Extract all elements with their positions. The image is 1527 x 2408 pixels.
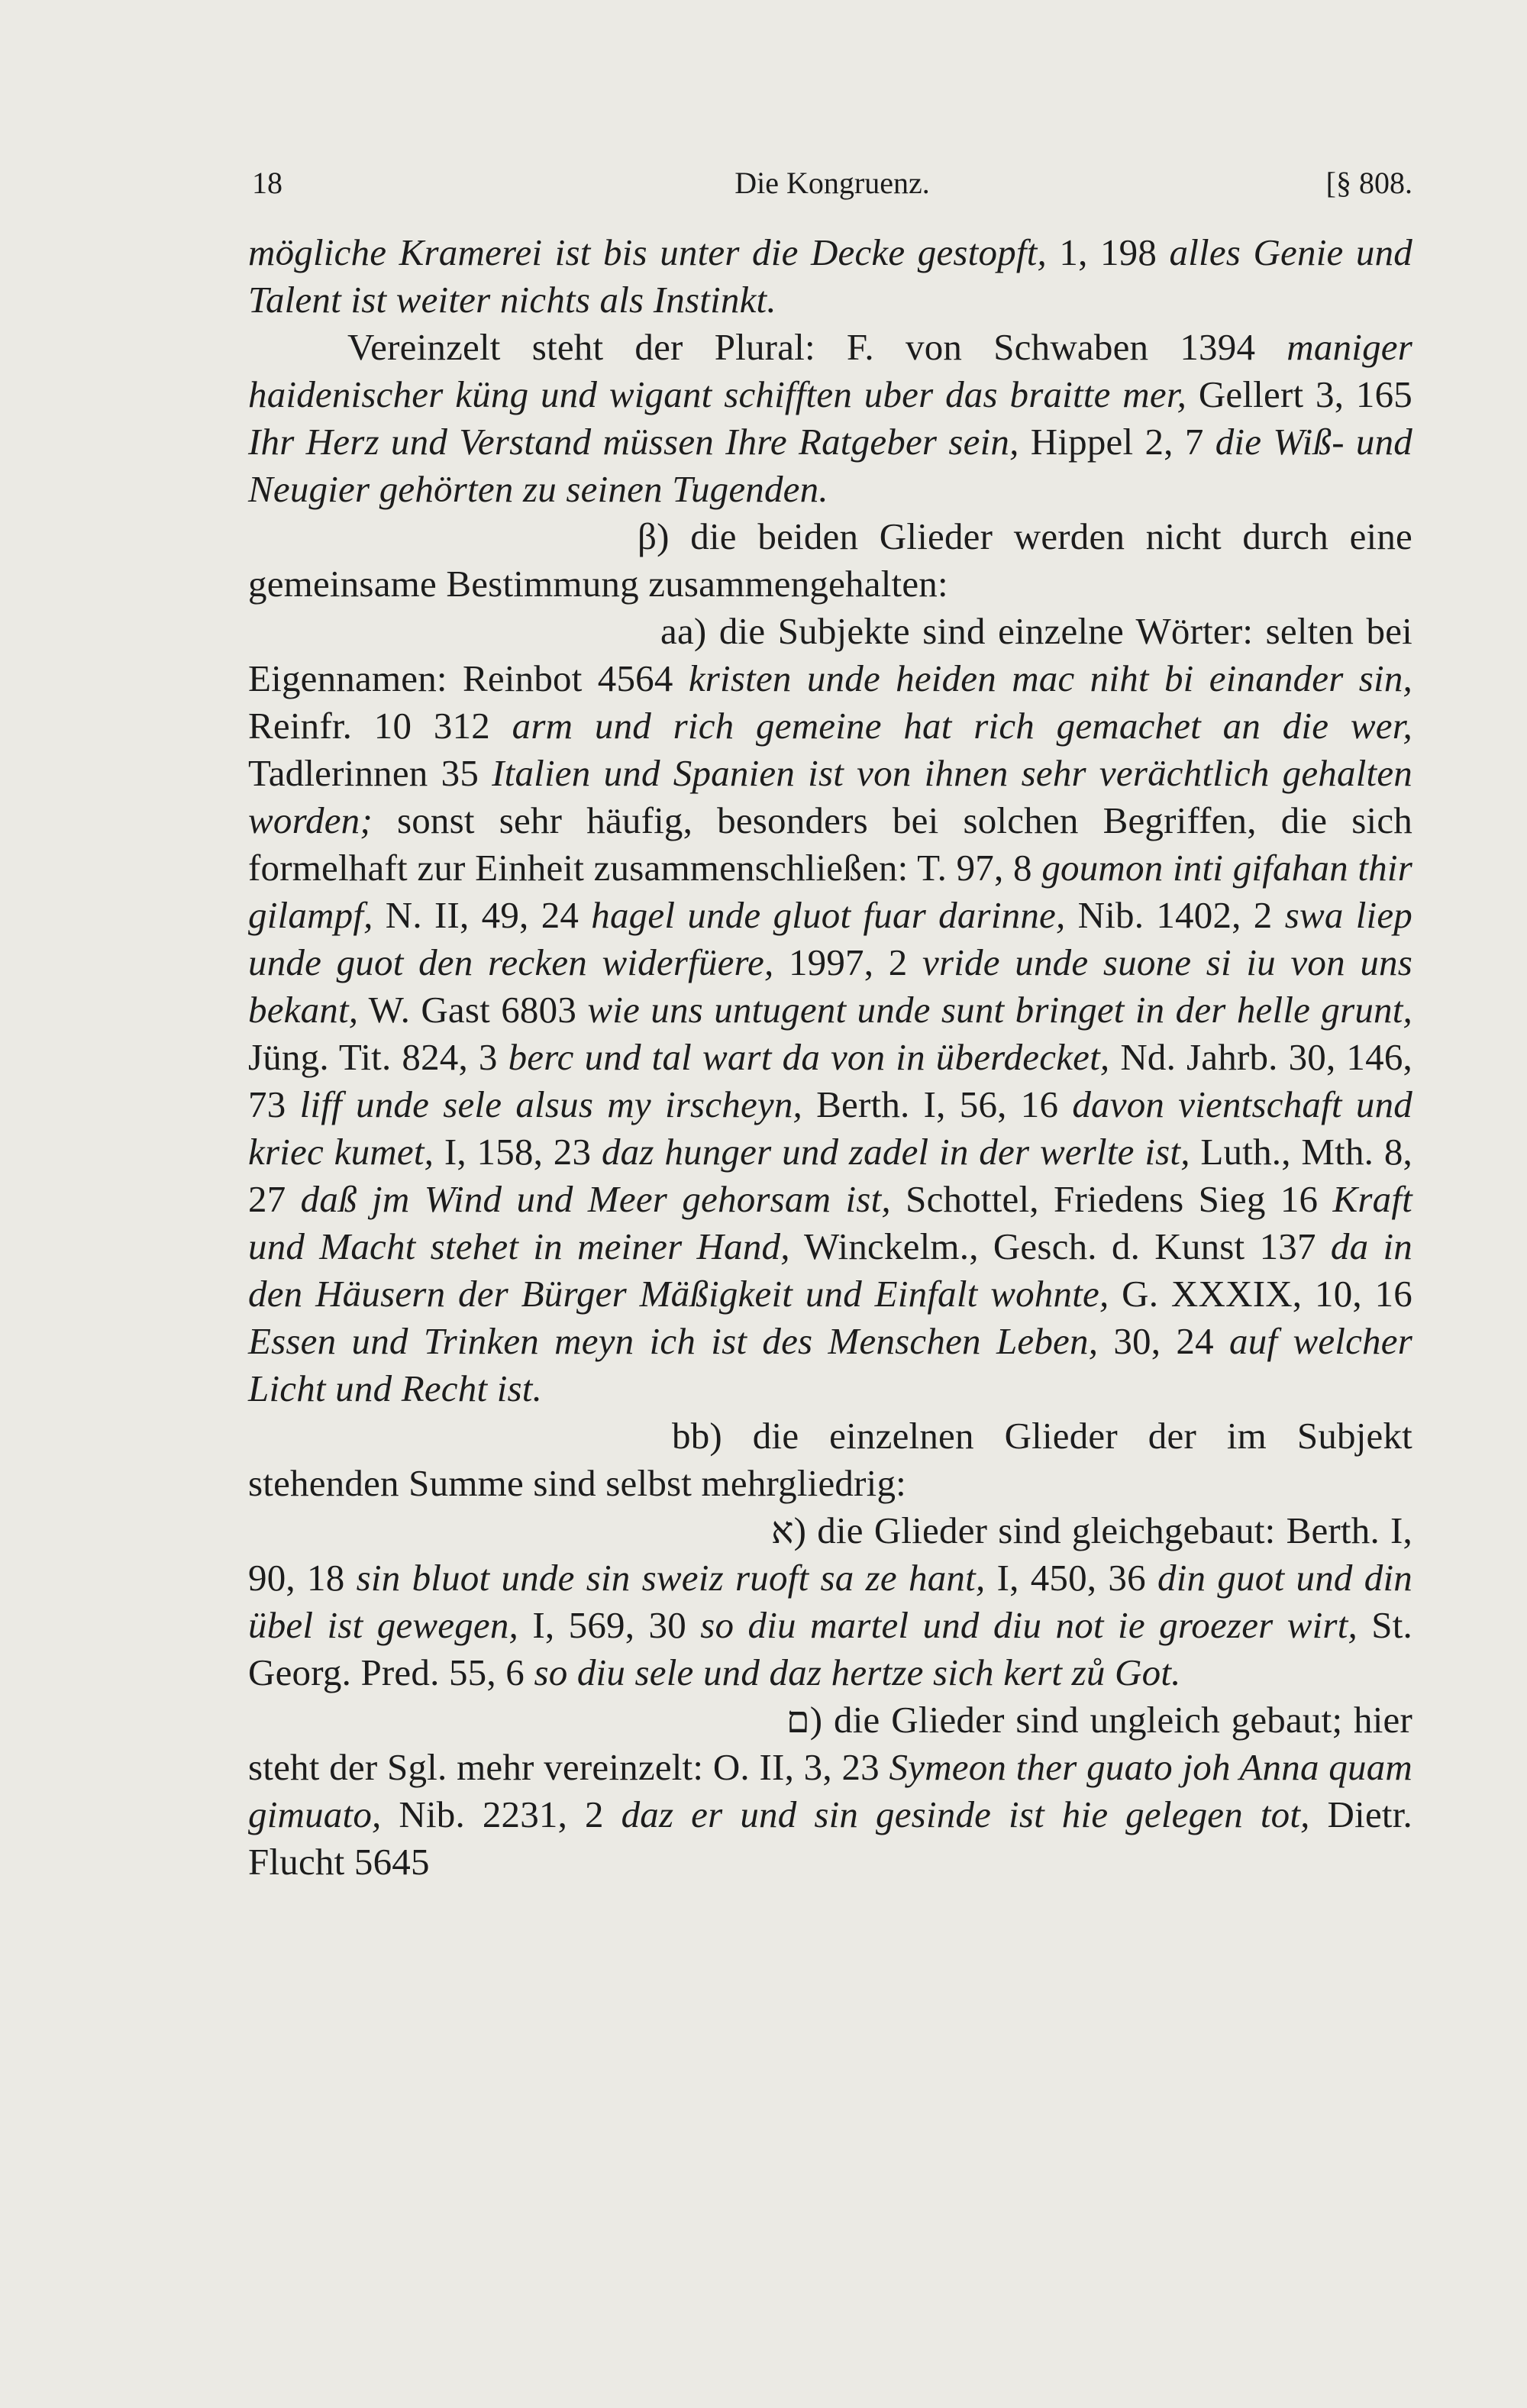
quoted-text: daß jm Wind und Meer gehorsam ist, — [300, 1178, 891, 1220]
quoted-text: goumon inti gifahan thir gilampf, — [248, 847, 1412, 936]
citation-text: I, 450, 36 — [985, 1557, 1158, 1599]
citation-text: Hippel 2, 7 — [1019, 421, 1215, 463]
paragraph-mem — [248, 1696, 1412, 1886]
paragraph-aa — [248, 608, 1412, 1412]
citation-text: W. Gast 6803 — [358, 989, 588, 1031]
citation-text: Tadlerinnen 35 — [248, 752, 492, 794]
quoted-text: so diu sele und daz hertze sich kert zů Got. — [534, 1651, 1181, 1693]
citation-text: St. Georg. Pred. 55, 6 — [248, 1604, 1413, 1693]
citation-text: 30, 24 — [1098, 1320, 1230, 1362]
citation-text: N. II, 49, 24 — [373, 894, 592, 936]
citation-text: Winckelm., Gesch. d. Kunst 137 — [789, 1225, 1331, 1267]
quoted-text: davon vientschaft und kriec kumet, — [248, 1083, 1413, 1173]
citation-text: β) die beiden Glieder werden nicht durch eine gemeinsame Bestimmung zusammengehalten: — [248, 515, 1412, 605]
citation-text: Schottel, Friedens Sieg 16 — [890, 1178, 1333, 1220]
citation-text: Berth. I, 56, 16 — [802, 1083, 1073, 1125]
quoted-text: Kraft und Macht stehet in meiner Hand, — [248, 1178, 1412, 1267]
citation-text: I, 569, 30 — [518, 1604, 701, 1646]
citation-text: Nd. Jahrb. 30, 146, 73 — [248, 1036, 1412, 1125]
quoted-text: arm und rich gemeine hat rich gemachet an die wer, — [512, 705, 1412, 747]
quoted-text: swa liep unde guot den recken widerfüere, — [248, 894, 1413, 983]
citation-text: Luth., Mth. 8, 27 — [248, 1131, 1413, 1220]
quoted-text: Essen und Trinken meyn ich ist des Menschen Leben, — [248, 1320, 1099, 1362]
citation-text: G. XXXIX, 10, 16 — [1109, 1273, 1412, 1315]
page-number: 18 — [252, 166, 282, 200]
citation-text: bb) die einzelnen Glieder der im Subjekt stehenden Summe sind selbst mehrgliedrig: — [248, 1415, 1412, 1504]
paragraph-bb — [248, 1412, 1412, 1507]
quoted-text: so diu martel und diu not ie groezer wirt, — [700, 1604, 1358, 1646]
paragraph-alef — [248, 1507, 1412, 1696]
quoted-text: maniger haidenischer küng und wigant schifften uber das braitte mer, — [248, 326, 1412, 415]
quoted-text: mögliche Kramerei ist bis unter die Decke gestopft, — [248, 231, 1047, 273]
citation-text: Reinfr. 10 312 — [248, 705, 512, 747]
citation-text: א) die Glieder sind gleichgebaut: Berth. I, 90, 18 — [248, 1509, 1412, 1599]
quoted-text: Italien und Spanien ist von ihnen sehr verächtlich gehalten worden; — [248, 752, 1412, 841]
quoted-text: liff unde sele alsus my irscheyn, — [299, 1083, 803, 1125]
quoted-text: sin bluot unde sin sweiz ruoft sa ze hant, — [356, 1557, 986, 1599]
quoted-text: auf welcher Licht und Recht ist. — [248, 1320, 1412, 1409]
section-number: [§ 808. — [1325, 166, 1412, 200]
quoted-text: berc und tal wart da von in überdecket, — [508, 1036, 1110, 1078]
paragraph-plural — [248, 324, 1412, 513]
paragraph-beta — [248, 513, 1412, 608]
body-text — [248, 229, 1412, 1886]
citation-text: aa) die Subjekte sind einzelne Wörter: selten bei Eigennamen: Reinbot 4564 — [248, 610, 1412, 699]
citation-text: Jüng. Tit. 824, 3 — [248, 1036, 508, 1078]
page-header — [252, 157, 1412, 210]
running-title: Die Kongruenz. — [734, 166, 930, 200]
quoted-text: vride unde suone si iu von uns bekant, — [248, 941, 1413, 1031]
citation-text: 1, 198 — [1046, 231, 1170, 273]
citation-text: Vereinzelt steht der Plural: F. von Schwaben 1394 — [347, 326, 1287, 368]
quoted-text: wie uns untugent unde sunt bringet in der helle grunt, — [587, 989, 1412, 1031]
quoted-text: Symeon ther guato joh Anna quam gimuato, — [248, 1746, 1412, 1835]
citation-text: Gellert 3, 165 — [1186, 373, 1412, 415]
quoted-text: Ihr Herz und Verstand müssen Ihre Ratgeber sein, — [248, 421, 1019, 463]
paragraph-continuation — [248, 229, 1412, 324]
quoted-text: daz er und sin gesinde ist hie gelegen tot, — [621, 1793, 1310, 1835]
citation-text: I, 158, 23 — [434, 1131, 602, 1173]
citation-text: Nib. 1402, 2 — [1065, 894, 1285, 936]
citation-text: Nib. 2231, 2 — [381, 1793, 621, 1835]
quoted-text: din guot und din übel ist gewegen, — [248, 1557, 1412, 1646]
quoted-text: hagel unde gluot fuar darinne, — [591, 894, 1066, 936]
quoted-text: kristen unde heiden mac niht bi einander sin, — [688, 657, 1412, 699]
quoted-text: alles Genie und Talent ist weiter nichts als Instinkt. — [248, 231, 1412, 321]
quoted-text: daz hunger und zadel in der werlte ist, — [601, 1131, 1190, 1173]
citation-text: Dietr. Flucht 5645 — [248, 1793, 1412, 1883]
quoted-text: da in den Häusern der Bürger Mäßigkeit und Einfalt wohnte, — [248, 1225, 1412, 1315]
citation-text: ם) die Glieder sind ungleich gebaut; hier steht der Sgl. mehr vereinzelt: O. II, 3, 23 — [248, 1699, 1412, 1788]
citation-text: sonst sehr häufig, besonders bei solchen Begriffen, die sich formelhaft zur Einheit zusammenschließen: T. 97, 8 — [248, 799, 1412, 889]
citation-text: 1997, 2 — [773, 941, 923, 983]
quoted-text: die Wiß- und Neugier gehörten zu seinen Tugenden. — [248, 421, 1412, 510]
